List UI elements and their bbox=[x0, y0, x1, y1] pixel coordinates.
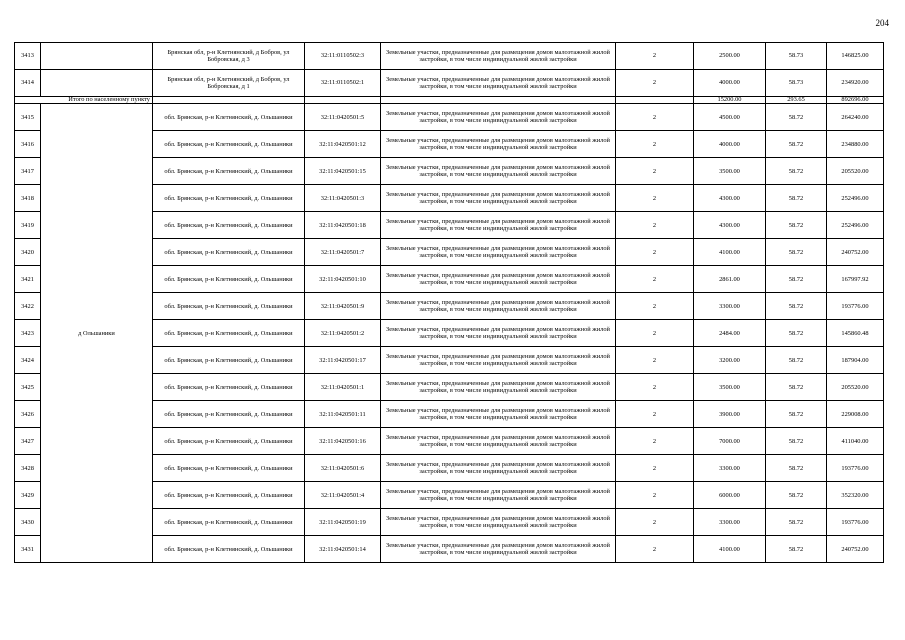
cell-area: 2484.00 bbox=[694, 320, 766, 347]
cell-cadastral-number: 32:11:0420501:4 bbox=[305, 482, 381, 509]
cell-value: 193776.00 bbox=[827, 293, 884, 320]
cell-number: 3420 bbox=[15, 239, 41, 266]
cell-area: 4300.00 bbox=[694, 185, 766, 212]
cell-settlement bbox=[41, 70, 153, 97]
cell-rate: 58.72 bbox=[766, 131, 827, 158]
cell-code: 2 bbox=[616, 70, 694, 97]
cell-number: 3424 bbox=[15, 347, 41, 374]
cell-address: обл. Брянская, р-н Клетнянский, д. Ольшаники bbox=[153, 374, 305, 401]
cell-rate: 58.72 bbox=[766, 347, 827, 374]
cell-address: обл. Брянская, р-н Клетнянский, д. Ольшаники bbox=[153, 509, 305, 536]
cell-area: 3200.00 bbox=[694, 347, 766, 374]
cell-code: 2 bbox=[616, 482, 694, 509]
cell-land-category: Земельные участки, предназначенные для размещения домов малоэтажной жилой застройки, в том числе индивидуальной жилой застройки bbox=[381, 536, 616, 563]
cell-code: 2 bbox=[616, 347, 694, 374]
cell-cadastral-number: 32:11:0420501:11 bbox=[305, 401, 381, 428]
table-body bbox=[15, 43, 884, 563]
cell-value: 205520.00 bbox=[827, 158, 884, 185]
cell-cadastral-number: 32:11:0420501:17 bbox=[305, 347, 381, 374]
cell-value: 146825.00 bbox=[827, 43, 884, 70]
cell-rate: 58.73 bbox=[766, 43, 827, 70]
cell-value: 167997.92 bbox=[827, 266, 884, 293]
cell-number: 3422 bbox=[15, 293, 41, 320]
cell-empty bbox=[616, 97, 694, 104]
cell-land-category: Земельные участки, предназначенные для размещения домов малоэтажной жилой застройки, в том числе индивидуальной жилой застройки bbox=[381, 131, 616, 158]
cell-rate: 58.72 bbox=[766, 185, 827, 212]
cell-settlement bbox=[41, 43, 153, 70]
cell-value: 352320.00 bbox=[827, 482, 884, 509]
cell-code: 2 bbox=[616, 320, 694, 347]
cell-code: 2 bbox=[616, 374, 694, 401]
cell-value: 193776.00 bbox=[827, 455, 884, 482]
cell-rate: 58.72 bbox=[766, 320, 827, 347]
cell-cadastral-number: 32:11:0420501:12 bbox=[305, 131, 381, 158]
cell-value: 234880.00 bbox=[827, 131, 884, 158]
cell-value: 252496.00 bbox=[827, 212, 884, 239]
cell-rate: 58.72 bbox=[766, 158, 827, 185]
cell-number: 3426 bbox=[15, 401, 41, 428]
cell-land-category: Земельные участки, предназначенные для размещения домов малоэтажной жилой застройки, в том числе индивидуальной жилой застройки bbox=[381, 104, 616, 131]
settlement-total-row bbox=[15, 97, 884, 104]
cell-land-category: Земельные участки, предназначенные для размещения домов малоэтажной жилой застройки, в том числе индивидуальной жилой застройки bbox=[381, 212, 616, 239]
cell-land-category: Земельные участки, предназначенные для размещения домов малоэтажной жилой застройки, в том числе индивидуальной жилой застройки bbox=[381, 401, 616, 428]
cell-cadastral-number: 32:11:0420501:19 bbox=[305, 509, 381, 536]
cell-code: 2 bbox=[616, 266, 694, 293]
cell-number: 3428 bbox=[15, 455, 41, 482]
cell-value: 193776.00 bbox=[827, 509, 884, 536]
page-number: 204 bbox=[875, 18, 889, 28]
cell-cadastral-number: 32:11:0110502:3 bbox=[305, 43, 381, 70]
cell-rate: 58.72 bbox=[766, 293, 827, 320]
cell-land-category: Земельные участки, предназначенные для размещения домов малоэтажной жилой застройки, в том числе индивидуальной жилой застройки bbox=[381, 70, 616, 97]
cell-number: 3416 bbox=[15, 131, 41, 158]
cell-value: 264240.00 bbox=[827, 104, 884, 131]
cell-value: 145860.48 bbox=[827, 320, 884, 347]
cell-empty bbox=[381, 97, 616, 104]
cell-land-category: Земельные участки, предназначенные для размещения домов малоэтажной жилой застройки, в том числе индивидуальной жилой застройки bbox=[381, 266, 616, 293]
cell-area: 6000.00 bbox=[694, 482, 766, 509]
cell-number: 3423 bbox=[15, 320, 41, 347]
cell-cadastral-number: 32:11:0420501:1 bbox=[305, 374, 381, 401]
cell-rate: 58.72 bbox=[766, 212, 827, 239]
cell-code: 2 bbox=[616, 212, 694, 239]
cell-code: 2 bbox=[616, 401, 694, 428]
cell-land-category: Земельные участки, предназначенные для размещения домов малоэтажной жилой застройки, в том числе индивидуальной жилой застройки bbox=[381, 320, 616, 347]
cell-rate: 58.72 bbox=[766, 509, 827, 536]
cell-code: 2 bbox=[616, 239, 694, 266]
cell-address: обл. Брянская, р-н Клетнянский, д. Ольшаники bbox=[153, 293, 305, 320]
cell-number: 3413 bbox=[15, 43, 41, 70]
cell-area: 4300.00 bbox=[694, 212, 766, 239]
cell-area: 4100.00 bbox=[694, 536, 766, 563]
cell-land-category: Земельные участки, предназначенные для размещения домов малоэтажной жилой застройки, в том числе индивидуальной жилой застройки bbox=[381, 43, 616, 70]
cell-code: 2 bbox=[616, 428, 694, 455]
cell-number: 3425 bbox=[15, 374, 41, 401]
total-label: Итого по населенному пункту bbox=[15, 97, 153, 104]
cell-number: 3427 bbox=[15, 428, 41, 455]
cell-address: обл. Брянская, р-н Клетнянский, д. Ольшаники bbox=[153, 185, 305, 212]
table-row bbox=[15, 43, 884, 70]
cell-rate: 58.72 bbox=[766, 455, 827, 482]
cell-area: 3300.00 bbox=[694, 293, 766, 320]
cell-rate: 58.72 bbox=[766, 239, 827, 266]
cell-code: 2 bbox=[616, 293, 694, 320]
cell-address: обл. Брянская, р-н Клетнянский, д. Ольшаники bbox=[153, 455, 305, 482]
cell-cadastral-number: 32:11:0420501:3 bbox=[305, 185, 381, 212]
cell-address: обл. Брянская, р-н Клетнянский, д. Ольшаники bbox=[153, 212, 305, 239]
cell-value: 411040.00 bbox=[827, 428, 884, 455]
cell-address: обл. Брянская, р-н Клетнянский, д. Ольшаники bbox=[153, 347, 305, 374]
cell-land-category: Земельные участки, предназначенные для размещения домов малоэтажной жилой застройки, в том числе индивидуальной жилой застройки bbox=[381, 374, 616, 401]
cell-cadastral-number: 32:11:0420501:14 bbox=[305, 536, 381, 563]
cell-area: 4000.00 bbox=[694, 70, 766, 97]
cell-area: 4000.00 bbox=[694, 131, 766, 158]
cell-area: 2861.00 bbox=[694, 266, 766, 293]
cell-address: обл. Брянская, р-н Клетнянский, д. Ольшаники bbox=[153, 266, 305, 293]
cell-area: 3900.00 bbox=[694, 401, 766, 428]
cell-code: 2 bbox=[616, 43, 694, 70]
cell-address: обл. Брянская, р-н Клетнянский, д. Ольшаники bbox=[153, 482, 305, 509]
cell-rate: 58.72 bbox=[766, 374, 827, 401]
cell-land-category: Земельные участки, предназначенные для размещения домов малоэтажной жилой застройки, в том числе индивидуальной жилой застройки bbox=[381, 347, 616, 374]
cell-address: Брянская обл, р-н Клетнянский, д Бобров, ул Бобровская, д 3 bbox=[153, 43, 305, 70]
cell-rate: 58.72 bbox=[766, 266, 827, 293]
cell-cadastral-number: 32:11:0420501:2 bbox=[305, 320, 381, 347]
cell-number: 3430 bbox=[15, 509, 41, 536]
cell-land-category: Земельные участки, предназначенные для размещения домов малоэтажной жилой застройки, в том числе индивидуальной жилой застройки bbox=[381, 509, 616, 536]
cell-code: 2 bbox=[616, 455, 694, 482]
cell-land-category: Земельные участки, предназначенные для размещения домов малоэтажной жилой застройки, в том числе индивидуальной жилой застройки bbox=[381, 158, 616, 185]
cell-value: 234920.00 bbox=[827, 70, 884, 97]
cell-area: 3300.00 bbox=[694, 455, 766, 482]
cell-rate: 58.72 bbox=[766, 104, 827, 131]
cell-land-category: Земельные участки, предназначенные для размещения домов малоэтажной жилой застройки, в том числе индивидуальной жилой застройки bbox=[381, 428, 616, 455]
cell-address: обл. Брянская, р-н Клетнянский, д. Ольшаники bbox=[153, 131, 305, 158]
cell-address: обл. Брянская, р-н Клетнянский, д. Ольшаники bbox=[153, 104, 305, 131]
total-rate: 293.65 bbox=[766, 97, 827, 104]
cell-value: 205520.00 bbox=[827, 374, 884, 401]
cell-rate: 58.72 bbox=[766, 428, 827, 455]
cell-area: 3500.00 bbox=[694, 158, 766, 185]
cell-address: обл. Брянская, р-н Клетнянский, д. Ольшаники bbox=[153, 320, 305, 347]
cell-number: 3414 bbox=[15, 70, 41, 97]
cell-rate: 58.72 bbox=[766, 536, 827, 563]
cell-area: 3300.00 bbox=[694, 509, 766, 536]
cell-value: 240752.00 bbox=[827, 239, 884, 266]
cell-address: обл. Брянская, р-н Клетнянский, д. Ольшаники bbox=[153, 239, 305, 266]
cell-code: 2 bbox=[616, 131, 694, 158]
cell-cadastral-number: 32:11:0420501:10 bbox=[305, 266, 381, 293]
cell-number: 3417 bbox=[15, 158, 41, 185]
cell-number: 3418 bbox=[15, 185, 41, 212]
cell-value: 240752.00 bbox=[827, 536, 884, 563]
cell-area: 4500.00 bbox=[694, 104, 766, 131]
land-registry-table bbox=[14, 42, 884, 563]
cell-number: 3431 bbox=[15, 536, 41, 563]
cell-land-category: Земельные участки, предназначенные для размещения домов малоэтажной жилой застройки, в том числе индивидуальной жилой застройки bbox=[381, 293, 616, 320]
cell-cadastral-number: 32:11:0420501:6 bbox=[305, 455, 381, 482]
cell-land-category: Земельные участки, предназначенные для размещения домов малоэтажной жилой застройки, в том числе индивидуальной жилой застройки bbox=[381, 185, 616, 212]
cell-code: 2 bbox=[616, 509, 694, 536]
cell-cadastral-number: 32:11:0110502:1 bbox=[305, 70, 381, 97]
cell-number: 3421 bbox=[15, 266, 41, 293]
cell-address: обл. Брянская, р-н Клетнянский, д. Ольшаники bbox=[153, 536, 305, 563]
cell-area: 4100.00 bbox=[694, 239, 766, 266]
cell-empty bbox=[305, 97, 381, 104]
cell-code: 2 bbox=[616, 536, 694, 563]
cell-address: обл. Брянская, р-н Клетнянский, д. Ольшаники bbox=[153, 158, 305, 185]
cell-value: 229008.00 bbox=[827, 401, 884, 428]
cell-value: 252496.00 bbox=[827, 185, 884, 212]
table-row bbox=[15, 70, 884, 97]
cell-code: 2 bbox=[616, 185, 694, 212]
cell-value: 187904.00 bbox=[827, 347, 884, 374]
cell-rate: 58.72 bbox=[766, 401, 827, 428]
cell-rate: 58.72 bbox=[766, 482, 827, 509]
cell-area: 3500.00 bbox=[694, 374, 766, 401]
cell-number: 3415 bbox=[15, 104, 41, 131]
cell-area: 7000.00 bbox=[694, 428, 766, 455]
cell-rate: 58.73 bbox=[766, 70, 827, 97]
cell-address: обл. Брянская, р-н Клетнянский, д. Ольшаники bbox=[153, 401, 305, 428]
cell-settlement-name: д Ольшаники bbox=[41, 104, 153, 563]
cell-code: 2 bbox=[616, 104, 694, 131]
cell-cadastral-number: 32:11:0420501:16 bbox=[305, 428, 381, 455]
cell-address: Брянская обл, р-н Клетнянский, д Бобров, ул Бобровская, д 1 bbox=[153, 70, 305, 97]
cell-cadastral-number: 32:11:0420501:15 bbox=[305, 158, 381, 185]
cell-number: 3429 bbox=[15, 482, 41, 509]
cell-empty bbox=[153, 97, 305, 104]
cell-area: 2500.00 bbox=[694, 43, 766, 70]
cell-cadastral-number: 32:11:0420501:9 bbox=[305, 293, 381, 320]
total-value: 892696.00 bbox=[827, 97, 884, 104]
cell-number: 3419 bbox=[15, 212, 41, 239]
total-area: 15200.00 bbox=[694, 97, 766, 104]
cell-cadastral-number: 32:11:0420501:18 bbox=[305, 212, 381, 239]
cell-cadastral-number: 32:11:0420501:5 bbox=[305, 104, 381, 131]
cell-address: обл. Брянская, р-н Клетнянский, д. Ольшаники bbox=[153, 428, 305, 455]
cell-land-category: Земельные участки, предназначенные для размещения домов малоэтажной жилой застройки, в том числе индивидуальной жилой застройки bbox=[381, 455, 616, 482]
cell-code: 2 bbox=[616, 158, 694, 185]
table-row bbox=[15, 104, 884, 131]
cell-land-category: Земельные участки, предназначенные для размещения домов малоэтажной жилой застройки, в том числе индивидуальной жилой застройки bbox=[381, 239, 616, 266]
cell-cadastral-number: 32:11:0420501:7 bbox=[305, 239, 381, 266]
cell-land-category: Земельные участки, предназначенные для размещения домов малоэтажной жилой застройки, в том числе индивидуальной жилой застройки bbox=[381, 482, 616, 509]
